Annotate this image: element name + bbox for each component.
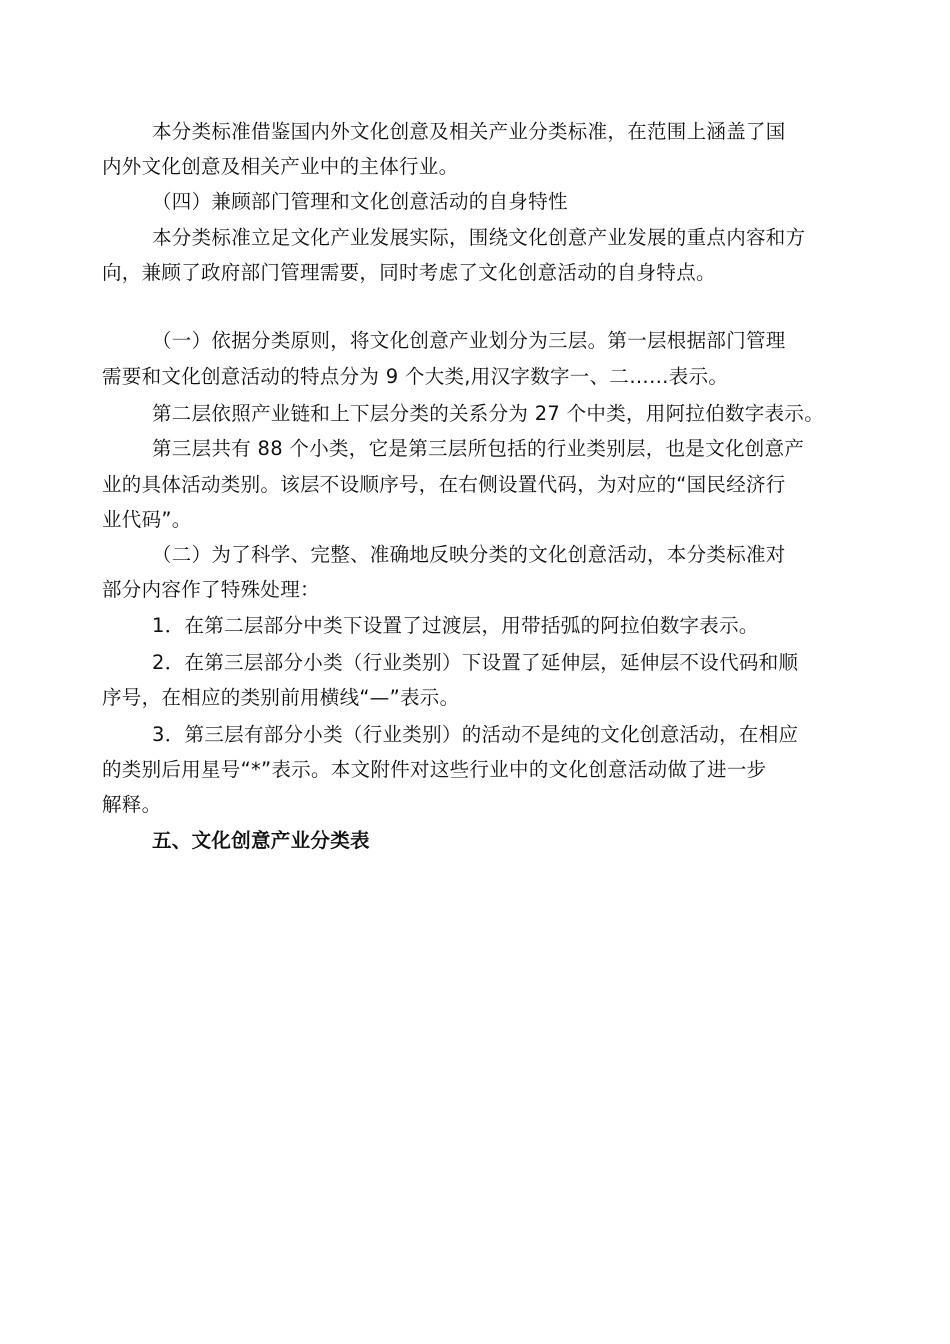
list-item-line: 3．第三层有部分小类（行业类别）的活动不是纯的文化创意活动，在相应 — [152, 723, 799, 746]
paragraph-line: 需要和文化创意活动的特点分为 9 个大类,用汉字数字一、二……表示。 — [102, 365, 729, 388]
paragraph-line: （二）为了科学、完整、准确地反映分类的文化创意活动，本分类标准对 — [152, 543, 786, 566]
list-item-line: 的类别后用星号“*”表示。本文附件对这些行业中的文化创意活动做了进一步 — [102, 758, 767, 781]
list-item-line: 解释。 — [102, 793, 162, 816]
section-title: 五、文化创意产业分类表 — [152, 829, 370, 852]
paragraph-line: 业的具体活动类别。该层不设顺序号，在右侧设置代码，为对应的“国民经济行 — [102, 473, 786, 496]
paragraph-line: 内外文化创意及相关产业中的主体行业。 — [102, 155, 459, 178]
section-heading: （四）兼顾部门管理和文化创意活动的自身特性 — [152, 190, 568, 213]
list-item-line: 2．在第三层部分小类（行业类别）下设置了延伸层，延伸层不设代码和顺 — [152, 651, 799, 674]
paragraph-line: 本分类标准借鉴国内外文化创意及相关产业分类标准，在范围上涵盖了国 — [152, 120, 786, 143]
paragraph-line: 部分内容作了特殊处理： — [102, 578, 320, 601]
paragraph-line: （一）依据分类原则，将文化创意产业划分为三层。第一层根据部门管理 — [152, 329, 786, 352]
paragraph-line: 第三层共有 88 个小类，它是第三层所包括的行业类别层，也是文化创意产 — [152, 437, 805, 460]
paragraph-line: 业代码”。 — [102, 508, 192, 531]
paragraph-line: 本分类标准立足文化产业发展实际，围绕文化创意产业发展的重点内容和方 — [152, 226, 806, 249]
list-item-line: 序号，在相应的类别前用横线“—”表示。 — [102, 686, 460, 709]
list-item-line: 1．在第二层部分中类下设置了过渡层，用带括弧的阿拉伯数字表示。 — [152, 614, 759, 637]
paragraph-line: 第二层依照产业链和上下层分类的关系分为 27 个中类，用阿拉伯数字表示。 — [152, 402, 825, 425]
paragraph-line: 向，兼顾了政府部门管理需要，同时考虑了文化创意活动的自身特点。 — [102, 261, 716, 284]
